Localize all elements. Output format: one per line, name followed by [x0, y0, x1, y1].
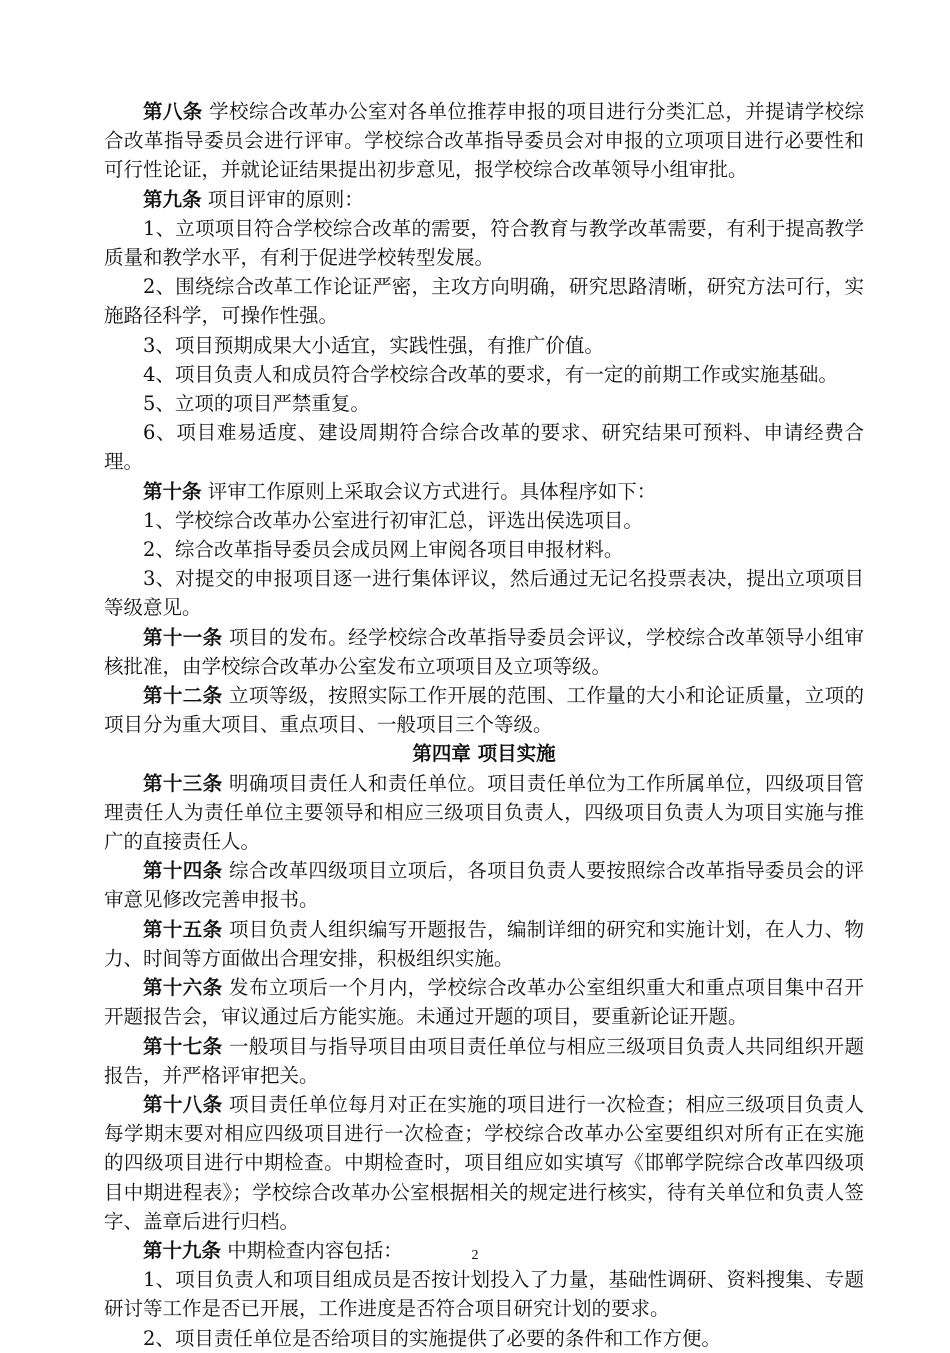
article-number: 第九条	[143, 187, 202, 211]
list-item-paragraph	[104, 331, 864, 360]
paragraph-text: 项目评审的原则：	[207, 187, 364, 211]
list-item-paragraph	[104, 418, 864, 476]
paragraph-text: 中期检查内容包括：	[227, 1238, 403, 1262]
paragraph-text: 3、对提交的申报项目逐一进行集体评议，然后通过无记名投票表决，提出立项项目等级意见。	[104, 567, 864, 620]
article-number: 第十九条	[143, 1238, 222, 1262]
article-paragraph	[104, 769, 864, 857]
paragraph-text: 项目负责人组织编写开题报告，编制详细的研究和实施计划，在人力、物力、时间等方面做出合理安排，积极组织实施。	[104, 917, 864, 970]
paragraph-text: 项目的发布。经学校综合改革指导委员会评议，学校综合改革领导小组审核批准，由学校综合改革办公室发布立项项目及立项等级。	[104, 625, 864, 678]
list-item-paragraph	[104, 1324, 864, 1353]
article-paragraph	[104, 681, 864, 739]
article-paragraph	[104, 623, 864, 681]
article-number: 第十六条	[143, 976, 223, 1000]
paragraph-text: 1、立项项目符合学校综合改革的需要，符合教育与教学改革需要，有利于提高教学质量和教学水平，有利于促进学校转型发展。	[104, 216, 864, 270]
list-item-paragraph	[104, 272, 864, 330]
paragraph-text: 6、项目难易适度、建设周期符合综合改革的要求、研究结果可预料、申请经费合理。	[104, 421, 864, 474]
paragraph-text: 2、项目责任单位是否给项目的实施提供了必要的条件和工作方便。	[143, 1326, 721, 1350]
article-number: 第十八条	[143, 1092, 223, 1116]
article-paragraph	[104, 915, 864, 973]
list-item-paragraph	[104, 360, 864, 389]
article-number: 第十条	[143, 479, 202, 503]
article-paragraph	[104, 1032, 864, 1090]
paragraph-text: 一般项目与指导项目由项目责任单位与相应三级项目负责人共同组织开题报告，并严格评审把关。	[104, 1034, 864, 1087]
article-number: 第十一条	[143, 625, 223, 649]
article-number: 第十七条	[143, 1034, 223, 1058]
list-item-paragraph	[104, 535, 864, 564]
document-body	[104, 97, 864, 1353]
paragraph-text: 评审工作原则上采取会议方式进行。具体程序如下：	[207, 479, 657, 503]
list-item-paragraph	[104, 506, 864, 535]
paragraph-text: 发布立项后一个月内，学校综合改革办公室组织重大和重点项目集中召开开题报告会，审议通过后方能实施。未通过开题的项目，要重新论证开题。	[104, 976, 864, 1029]
paragraph-text: 3、项目预期成果大小适宜，实践性强，有推广价值。	[143, 333, 604, 357]
article-number: 第十二条	[143, 684, 223, 708]
article-paragraph	[104, 973, 864, 1031]
article-number: 第十五条	[143, 917, 223, 941]
chapter-heading: 第四章 项目实施	[412, 742, 556, 766]
list-item-paragraph	[104, 1265, 864, 1323]
article-paragraph	[104, 185, 864, 214]
article-paragraph	[104, 97, 864, 185]
paragraph-text: 综合改革四级项目立项后，各项目负责人要按照综合改革指导委员会的评审意见修改完善申报书。	[104, 859, 864, 912]
paragraph-text: 立项等级，按照实际工作开展的范围、工作量的大小和论证质量，立项的项目分为重大项目、重点项目、一般项目三个等级。	[104, 684, 864, 737]
paragraph-text: 1、项目负责人和项目组成员是否按计划投入了力量，基础性调研、资料搜集、专题研讨等工作是否已开展，工作进度是否符合项目研究计划的要求。	[104, 1268, 864, 1321]
paragraph-text: 项目责任单位每月对正在实施的项目进行一次检查；相应三级项目负责人每学期末要对相应四级项目进行一次检查；学校综合改革办公室要组织对所有正在实施的四级项目进行中期检查。中期检查时，项目组应如实填写《邯郸学院综合改革四级项目中期进程表》；学校综合改革办公室根据相关的规定进行核实，待有关单位和负责人签字、盖章后进行归档。	[104, 1092, 864, 1233]
paragraph-text: 学校综合改革办公室对各单位推荐申报的项目进行分类汇总，并提请学校综合改革指导委员会进行评审。学校综合改革指导委员会对申报的立项项目进行必要性和可行性论证，并就论证结果提出初步意见，报学校综合改革领导小组审批。	[104, 100, 864, 182]
paragraph-text: 明确项目责任人和责任单位。项目责任单位为工作所属单位，四级项目管理责任人为责任单位主要领导和相应三级项目负责人，四级项目负责人为项目实施与推广的直接责任人。	[104, 771, 864, 854]
article-number: 第十四条	[143, 859, 223, 883]
paragraph-text: 5、立项的项目严禁重复。	[143, 392, 370, 416]
article-paragraph	[104, 477, 864, 506]
paragraph-text: 1、学校综合改革办公室进行初审汇总，评选出侯选项目。	[143, 508, 643, 532]
article-number: 第八条	[143, 100, 203, 123]
paragraph-text: 4、项目负责人和成员符合学校综合改革的要求，有一定的前期工作或实施基础。	[143, 362, 838, 386]
article-number: 第十三条	[143, 771, 223, 795]
article-paragraph	[104, 1090, 864, 1236]
list-item-paragraph	[104, 389, 864, 418]
paragraph-text: 2、综合改革指导委员会成员网上审阅各项目申报材料。	[143, 538, 624, 562]
list-item-paragraph	[104, 564, 864, 622]
list-item-paragraph	[104, 214, 864, 272]
page-number: 2	[471, 1248, 479, 1263]
article-paragraph	[104, 856, 864, 914]
paragraph-text: 2、围绕综合改革工作论证严密，主攻方向明确，研究思路清晰，研究方法可行，实施路径科学，可操作性强。	[104, 275, 864, 328]
